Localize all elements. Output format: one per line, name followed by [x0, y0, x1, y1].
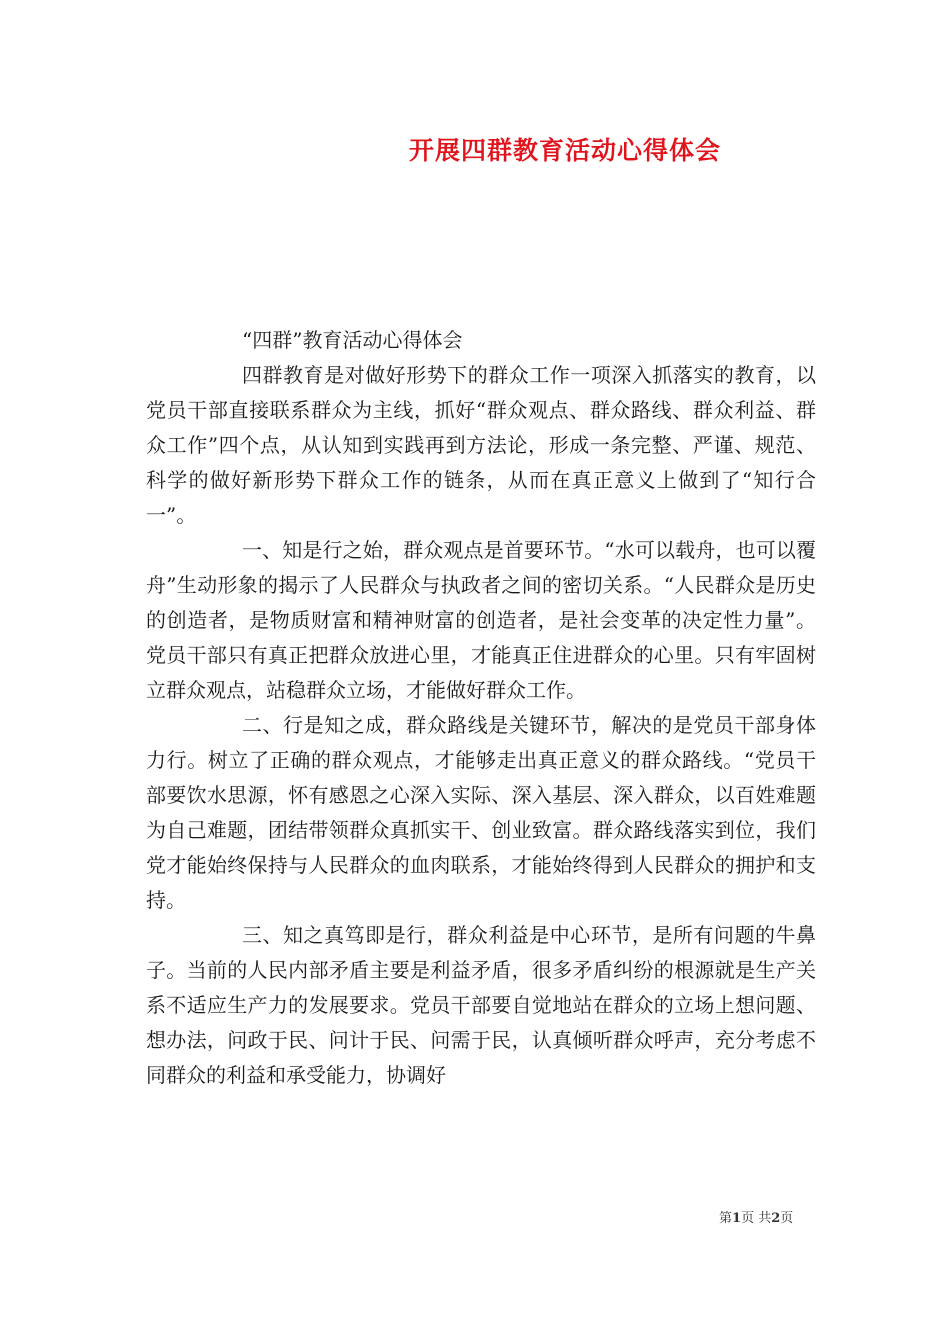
document-subtitle: “四群”教育活动心得体会 — [242, 328, 463, 352]
footer-prefix: 第 — [719, 1211, 733, 1226]
paragraph-section-three: 三、知之真笃即是行，群众利益是中心环节，是所有问题的牛鼻子。当前的人民内部矛盾主要是利益矛盾，很多矛盾纠纷的根源就是生产关系不适应生产力的发展要求。党员干部要自觉地站在群众的立场上想问题、想办法，问政于民、问计于民、问需于民，认真倾听群众呼声，充分考虑不同群众的利益和承受能力，协调好 — [146, 923, 816, 1087]
paragraph-intro: 四群教育是对做好形势下的群众工作一项深入抓落实的教育，以党员干部直接联系群众为主线，抓好“群众观点、群众路线、群众利益、群众工作”四个点，从认知到实践再到方法论，形成一条完整、严谨、规范、科学的做好新形势下群众工作的链条，从而在真正意义上做到了“知行合一”。 — [146, 363, 816, 527]
footer-current-page: 1 — [732, 1211, 742, 1226]
footer-total-pages: 2 — [771, 1211, 781, 1226]
paragraph-section-one: 一、知是行之始，群众观点是首要环节。“水可以载舟，也可以覆舟”生动形象的揭示了人民群众与执政者之间的密切关系。“人民群众是历史的创造者，是物质财富和精神财富的创造者，是社会变革的决定性力量”。党员干部只有真正把群众放进心里，才能真正住进群众的心里。只有牢固树立群众观点，站稳群众立场，才能做好群众工作。 — [146, 538, 816, 702]
page-number-footer — [719, 1207, 793, 1226]
footer-suffix: 页 — [780, 1211, 794, 1226]
footer-middle: 页 共 — [741, 1211, 772, 1226]
paragraph-section-two: 二、行是知之成，群众路线是关键环节，解决的是党员干部身体力行。树立了正确的群众观点，才能够走出真正意义的群众路线。“党员干部要饮水思源，怀有感恩之心深入实际、深入基层、深入群众，以百姓难题为自己难题，团结带领群众真抓实干、创业致富。群众路线落实到位，我们党才能始终保持与人民群众的血肉联系，才能始终得到人民群众的拥护和支持。 — [146, 713, 816, 912]
document-title: 开展四群教育活动心得体会 — [408, 136, 721, 165]
document-body — [146, 323, 816, 1093]
